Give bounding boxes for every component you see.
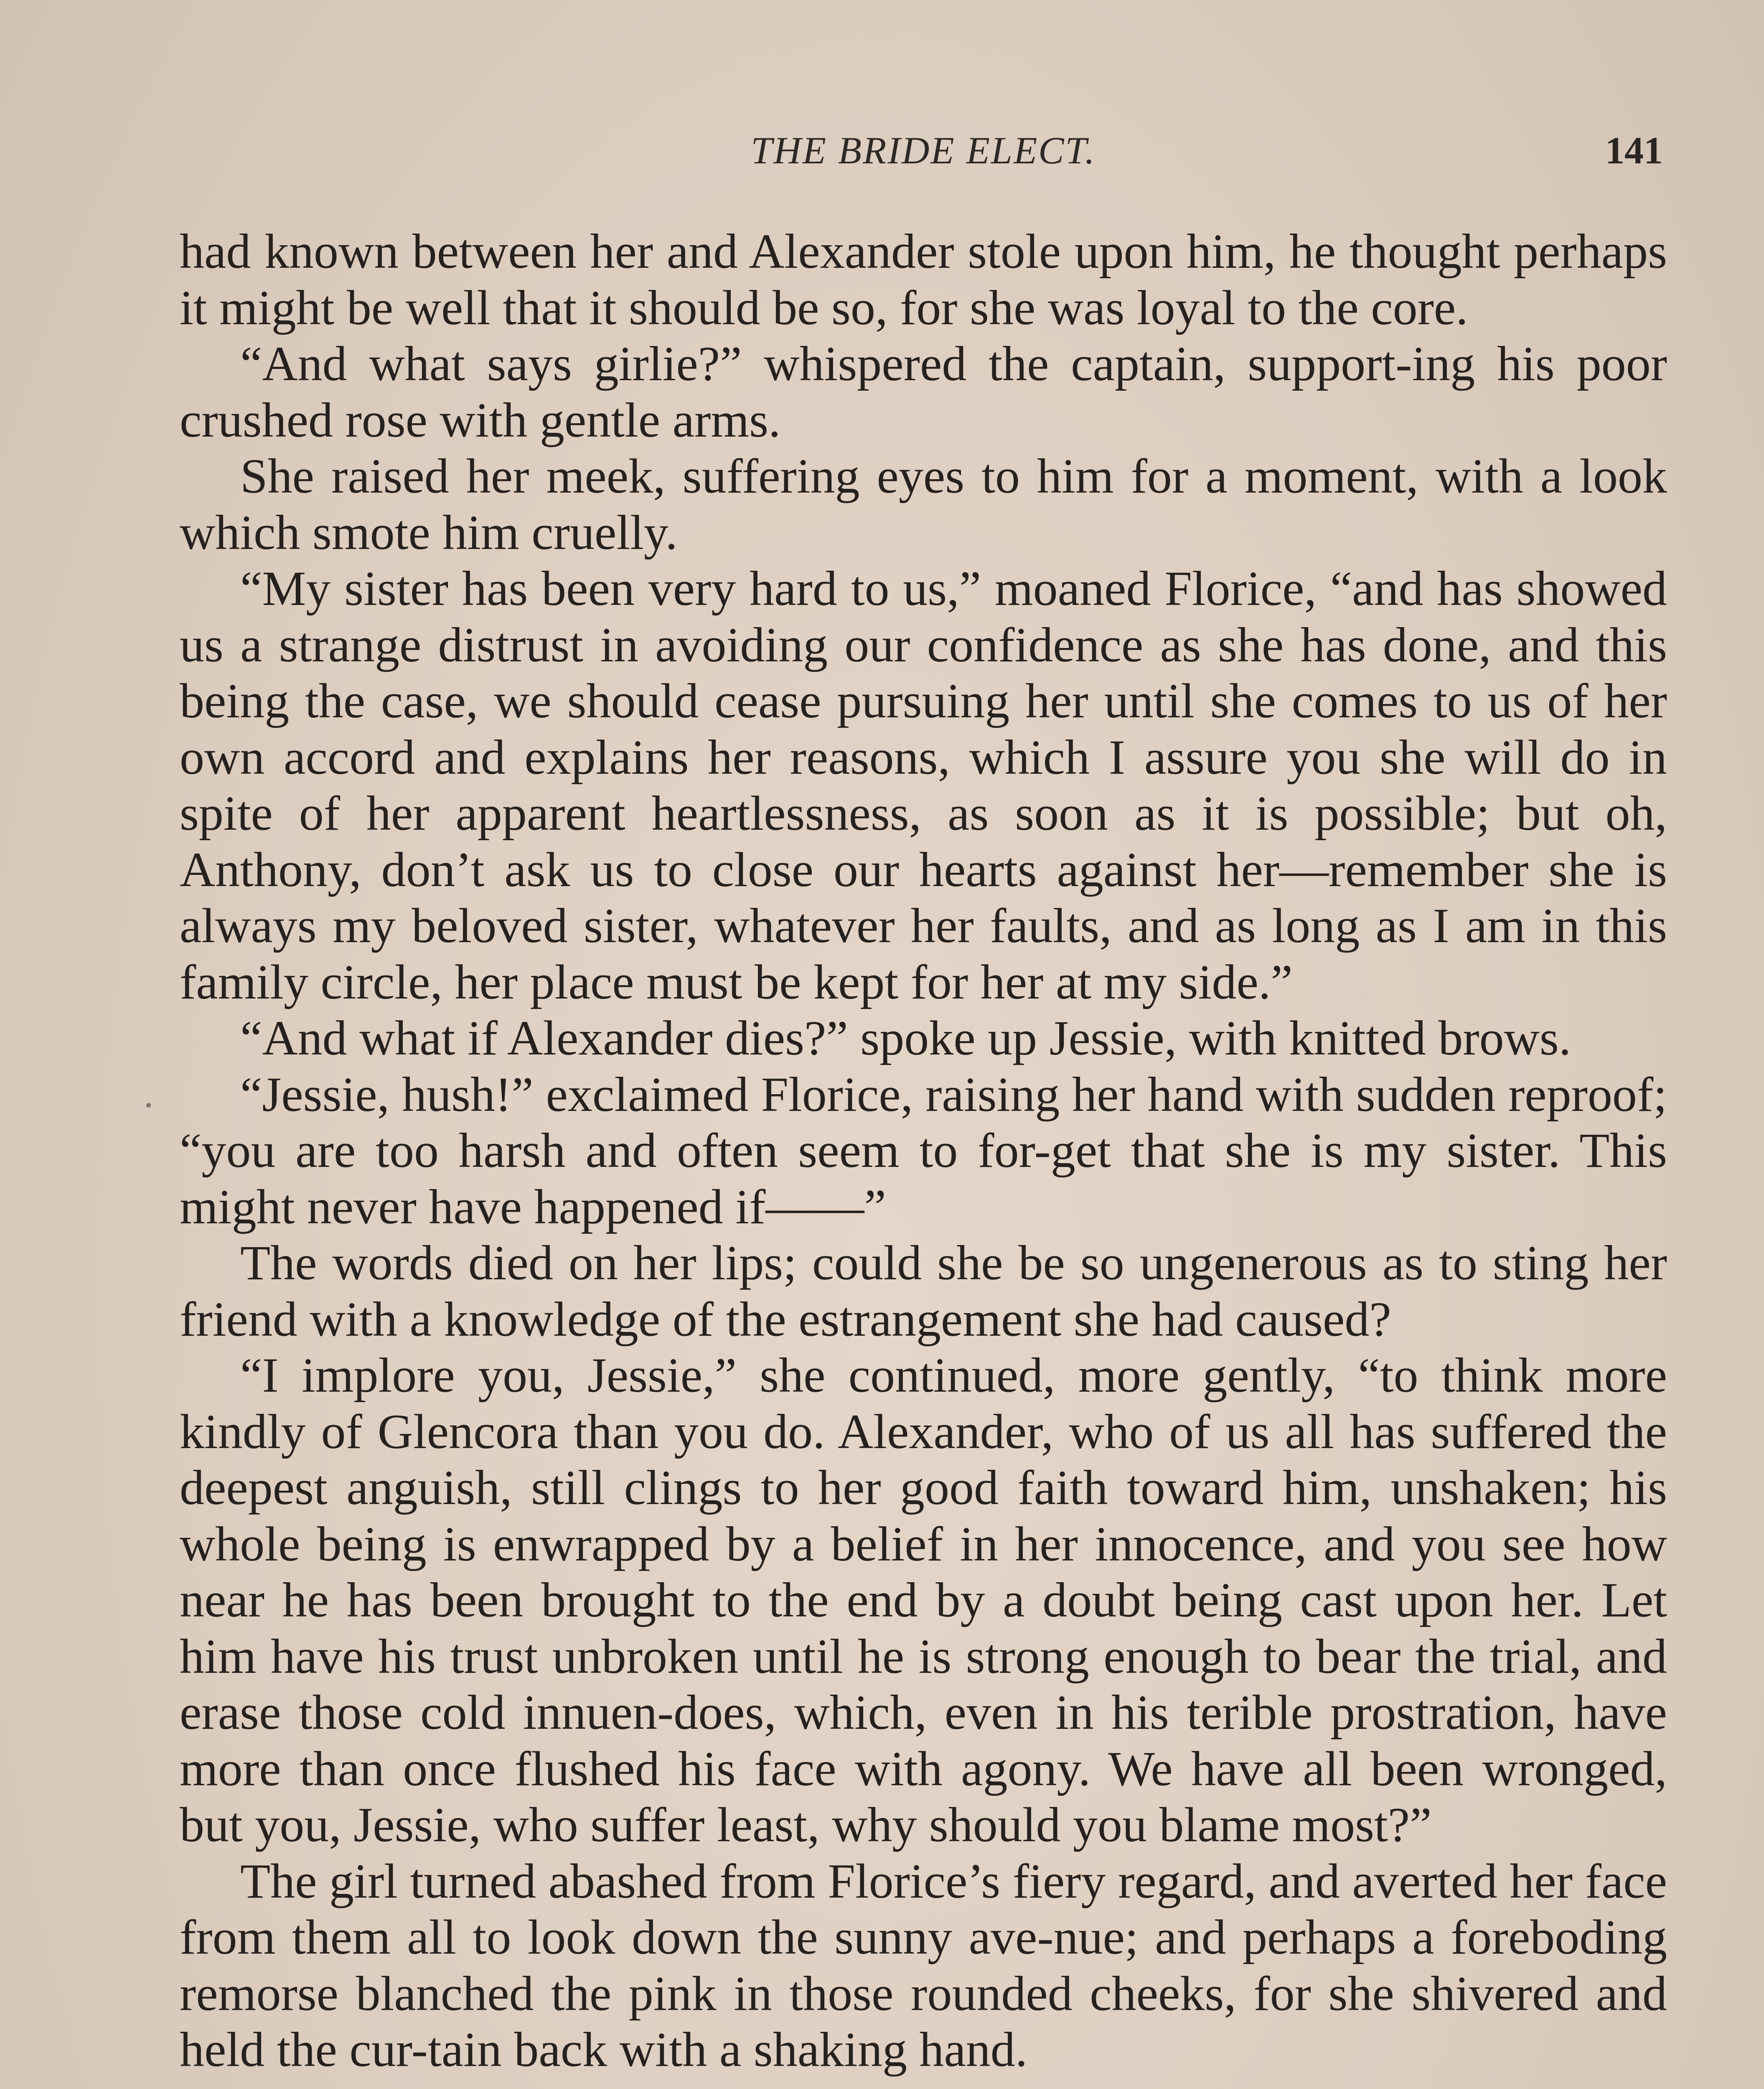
paragraph-4: “My sister has been very hard to us,” moaned Florice, “and has showed us a strange distrust in avoiding our confidence as she has done, and this being the case, we should cease pursuing her until she comes to us of her own accord and explains her reasons, which I assure you she will do in spite of her apparent heartlessness, as soon as it is possible; but oh, Anthony, don’t ask us to close our hearts against her—remember she is always my beloved sister, whatever her faults, and as long as I am in this family circle, her place must be kept for her at my side.” [180, 561, 1667, 1009]
paragraph-2: “And what says girlie?” whispered the captain, support-ing his poor crushed rose with gentle arms. [180, 336, 1667, 447]
paragraph-9: The girl turned abashed from Florice’s fiery regard, and averted her face from them all to look down the sunny ave-nue; and perhaps a foreboding remorse blanched the pink in those rounded cheeks, for she shivered and held the cur-tain back with a shaking hand. [180, 1853, 1667, 2077]
page-header [184, 125, 1663, 201]
paragraph-5: “And what if Alexander dies?” spoke up Jessie, with knitted brows. [240, 1011, 1571, 1065]
paper-speck [146, 1103, 151, 1108]
paragraph-7: The words died on her lips; could she be so ungenerous as to sting her friend with a knowledge of the estrangement she had caused? [180, 1235, 1667, 1347]
paragraph-1: had known between her and Alexander stole upon him, he thought perhaps it might be well that it should be so, for she was loyal to the core. [180, 224, 1667, 335]
page-body-text [180, 224, 1667, 2089]
paragraph-6: “Jessie, hush!” exclaimed Florice, raising her hand with sudden reproof; “you are too harsh and often seem to for-get that she is my sister. This might never have happened if——” [180, 1067, 1667, 1234]
page-number: 141 [1605, 129, 1663, 172]
paragraph-8: “I implore you, Jessie,” she continued, more gently, “to think more kindly of Glencora than you do. Alexander, who of us all has suffered the deepest anguish, still clings to her good faith toward him, unshaken; his whole being is enwrapped by a belief in her innocence, and you see how near he has been brought to the end by a doubt being cast upon her. Let him have his trust unbroken until he is strong enough to bear the trial, and erase those cold innuen-does, which, even in his terible prostration, have more than once flushed his face with agony. We have all been wronged, but you, Jessie, who suffer least, why should you blame most?” [180, 1348, 1667, 1852]
running-title: THE BRIDE ELECT. [751, 129, 1096, 172]
paragraph-3: She raised her meek, suffering eyes to him for a moment, with a look which smote him cruelly. [180, 449, 1667, 560]
